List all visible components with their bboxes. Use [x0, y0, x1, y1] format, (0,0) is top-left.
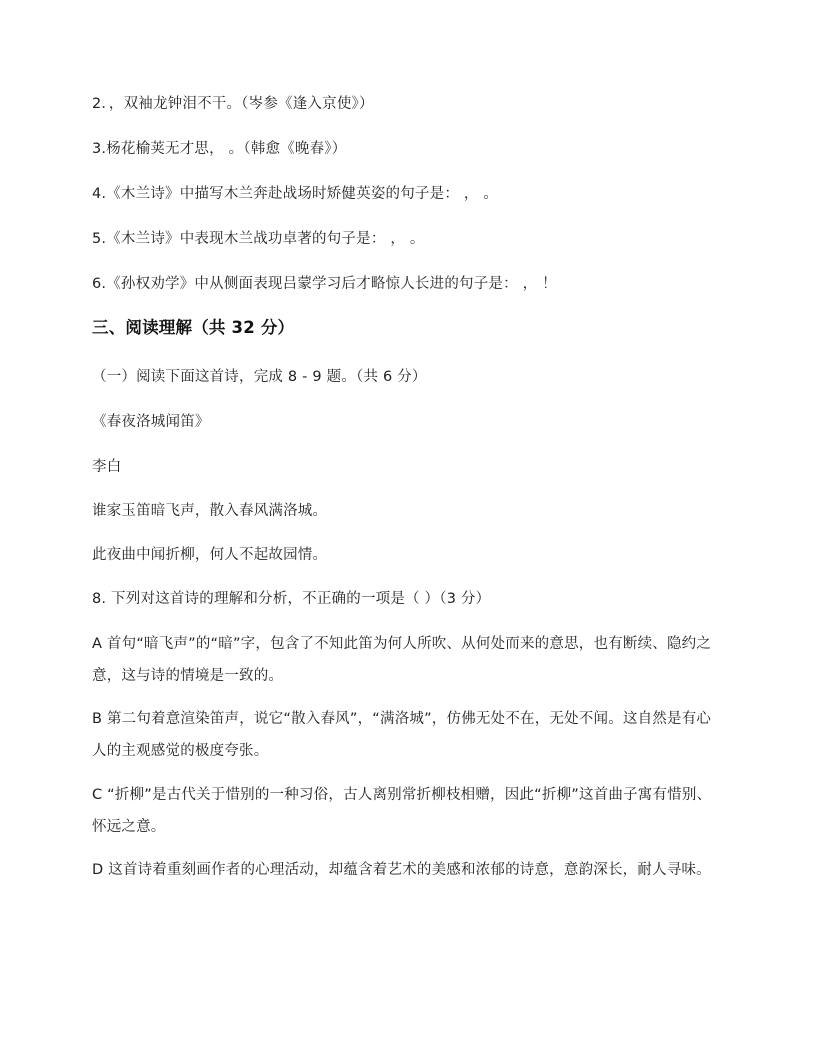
- poem-title: 《春夜洛城闻笛》: [92, 414, 210, 430]
- poem-verse-1: 谁家玉笛暗飞声，散入春风满洛城。: [92, 503, 328, 519]
- question-6: 6.《孙权劝学》中从侧面表现吕蒙学习后才略惊人长进的句子是： ， ！: [92, 276, 557, 292]
- subsection-instruction: （一）阅读下面这首诗，完成 8 - 9 题。（共 6 分）: [92, 369, 427, 385]
- question-8: 8. 下列对这首诗的理解和分析，不正确的一项是（ ）（3 分）: [92, 591, 491, 607]
- question-5: 5.《木兰诗》中表现木兰战功卓著的句子是： ， 。: [92, 231, 425, 247]
- option-d: D 这首诗着重刻画作者的心理活动，却蕴含着艺术的美感和浓郁的诗意，意韵深长，耐人寻味。: [92, 862, 711, 878]
- question-4: 4.《木兰诗》中描写木兰奔赴战场时矫健英姿的句子是： ， 。: [92, 186, 499, 202]
- option-c: C “折柳”是古代关于惜别的一种习俗，古人离别常折柳枝相赠，因此“折柳”这首曲子寓有惜别、怀远之意。: [92, 787, 712, 835]
- option-b: B 第二句着意渲染笛声，说它“散入春风”，“满洛城”，仿佛无处不在，无处不闻。这自然是有心人的主观感觉的极度夸张。: [92, 711, 712, 759]
- question-2: 2．，双袖龙钟泪不干。（岑参《逢入京使》）: [92, 96, 374, 112]
- poem-author: 李白: [92, 459, 122, 475]
- question-3: 3.杨花榆荚无才思， 。（韩愈《晚春》）: [92, 141, 347, 157]
- section-heading: 三、阅读理解（共 32 分）: [92, 318, 295, 337]
- poem-verse-2: 此夜曲中闻折柳，何人不起故园情。: [92, 547, 328, 563]
- option-a: A 首句“暗飞声”的“暗”字，包含了不知此笛为何人所吹、从何处而来的意思，也有断续、隐约之意，这与诗的情境是一致的。: [92, 636, 712, 684]
